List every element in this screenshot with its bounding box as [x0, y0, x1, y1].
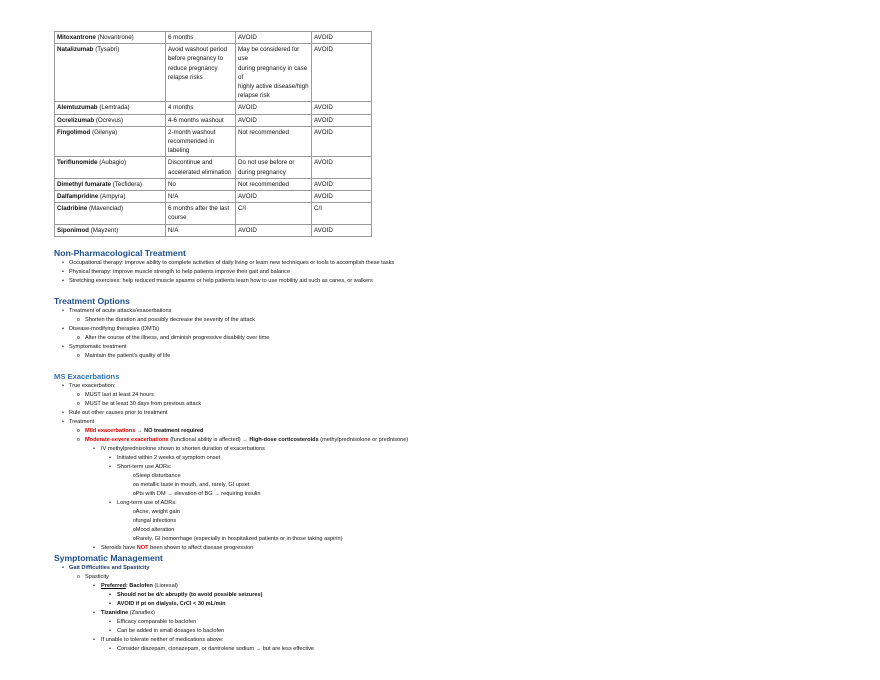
cell-line: AVOID	[314, 226, 333, 234]
table-row	[55, 102, 372, 114]
cell-line: AVOID	[314, 128, 333, 136]
cell-line: May be considered for use	[238, 46, 300, 63]
drug-brand-name: (Lemtrada)	[99, 104, 130, 112]
list-item: • Gait Difficulties and Spasticity	[54, 564, 854, 573]
cell-line: Avoid washout period	[168, 46, 228, 54]
list-item: • IV methylprednisolone shown to shorten duration of exacerbations	[54, 445, 854, 454]
cell-line: 6 months	[168, 34, 194, 41]
cell-line: 4 months	[168, 104, 194, 112]
list-item: • Long-term use of ADRs:	[54, 499, 854, 508]
cell-line: highly active disease/high	[238, 83, 309, 91]
c2-cell	[166, 157, 236, 178]
drug-generic-name: Alemtuzumab	[57, 104, 98, 112]
list-item: • Efficacy comparable to baclofen	[54, 618, 854, 627]
cell-line: during pregnancy	[238, 168, 286, 176]
baclofen-item: • Preferred: Baclofen (Lioresal)	[54, 582, 854, 591]
drug-name-cell	[55, 224, 166, 236]
treatment-options-list	[54, 307, 854, 361]
drug-name-cell	[55, 203, 166, 224]
list-item: • Initiated within 2 weeks of symptom onset	[54, 454, 854, 463]
drug-brand-name: (Ampyra)	[100, 193, 126, 201]
cell-line: AVOID	[314, 104, 333, 112]
c3-cell	[236, 44, 312, 102]
mild-exacerbation-item: o Mild exacerbations → NO treatment required	[54, 427, 854, 436]
list-item: o MUST last at least 24 hours	[54, 391, 854, 400]
list-item: o Alter the course of the illness, and diminish progressive disability over time	[54, 334, 854, 343]
c2-cell	[166, 224, 236, 236]
c3-cell	[236, 224, 312, 236]
c4-cell	[312, 203, 372, 224]
cell-line: relapse risks	[168, 73, 203, 81]
list-item: • Symptomatic treatment	[54, 343, 854, 352]
drug-generic-name: Cladribine	[57, 205, 88, 213]
cell-line: N/A	[168, 193, 179, 201]
c3-cell	[236, 157, 312, 178]
list-item: • Disease-modifying therapies (DMTs)	[54, 325, 854, 334]
steroid-note-item: • Steroids have NOT been shown to affect disease progression	[54, 544, 854, 553]
c3-cell	[236, 178, 312, 190]
c3-cell	[236, 191, 312, 203]
cell-line: accelerated elimination	[168, 168, 232, 176]
drug-name-cell	[55, 178, 166, 190]
list-item: o Pts with DM → elevation of BG → requiring insulin	[54, 490, 854, 499]
cell-line: 2-month washout	[168, 128, 216, 136]
list-item: • Treatment	[54, 418, 854, 427]
cell-line: AVOID	[314, 159, 333, 167]
nonpharm-heading: Non-Pharmacological Treatment	[54, 247, 186, 258]
list-item: o Maintain the patient's quality of life	[54, 352, 854, 361]
cell-line: C/I	[314, 205, 322, 213]
drug-name-cell	[55, 191, 166, 203]
table-row	[55, 191, 372, 203]
cell-line: N/A	[168, 226, 179, 234]
cell-line: Do not use before or	[238, 159, 295, 167]
cell-line: reduce pregnancy	[168, 64, 218, 72]
list-item: o Sleep disturbance	[54, 472, 854, 481]
list-item: • Stretching exercises: help reduced muscle spasms or help patients learn how to use mobility aid such as canes, or walkers	[54, 277, 854, 286]
list-item: • Rule out other causes prior to treatment	[54, 409, 854, 418]
cell-line: recommended in	[168, 138, 215, 146]
list-item: • AVOID if pt on dialysis, CrCl < 30 mL/min	[54, 600, 854, 609]
cell-line: AVOID	[314, 180, 333, 188]
list-item: • Should not be d/c abruptly (to avoid possible seizures)	[54, 591, 854, 600]
cell-line: AVOID	[314, 46, 333, 54]
drug-brand-name: (Aubagio)	[99, 159, 127, 167]
list-item: o fungal infections	[54, 517, 854, 526]
list-item: o Mood alteration	[54, 526, 854, 535]
c4-cell	[312, 191, 372, 203]
cell-line: AVOID	[314, 116, 333, 124]
cell-line: No	[168, 180, 176, 188]
c2-cell	[166, 44, 236, 102]
c2-cell	[166, 126, 236, 157]
list-item: • Treatment of acute attacks/exacerbations	[54, 307, 854, 316]
c4-cell	[312, 157, 372, 178]
cell-line: AVOID	[238, 116, 257, 124]
drug-name-cell	[55, 102, 166, 114]
c4-cell	[312, 126, 372, 157]
c3-cell	[236, 114, 312, 126]
c2-cell	[166, 178, 236, 190]
cell-line: 6 months after the last	[168, 205, 230, 213]
drug-name-cell	[55, 126, 166, 157]
drug-generic-name: Ocrelizumab	[57, 116, 95, 124]
cell-line: during pregnancy in case of	[238, 64, 308, 81]
c2-cell	[166, 203, 236, 224]
table-row	[55, 178, 372, 190]
drug-brand-name: (Mavenclad)	[89, 205, 124, 213]
list-item: o a metallic taste in mouth, and, rarely, GI upset	[54, 481, 854, 490]
cell-line: course	[168, 214, 187, 222]
table-row	[55, 32, 372, 44]
list-item: o Rarely, GI hemorrhage (especially in hospitalized patients or in those taking aspirin)	[54, 535, 854, 544]
c3-cell	[236, 203, 312, 224]
ms-exacerbations-list	[54, 382, 854, 553]
document-page	[54, 31, 854, 654]
list-item: • Short-term use ADRs:	[54, 463, 854, 472]
cell-line: AVOID	[238, 104, 257, 112]
c4-cell	[312, 102, 372, 114]
symptomatic-heading: Symptomatic Management	[54, 552, 163, 563]
drug-brand-name: (Novantrone)	[97, 34, 134, 41]
symptomatic-list	[54, 564, 854, 654]
treatment-options-heading: Treatment Options	[54, 295, 130, 306]
cell-line: AVOID	[314, 193, 333, 201]
c4-cell	[312, 44, 372, 102]
drug-generic-name: Natalizumab	[57, 46, 94, 54]
nonpharm-list	[54, 259, 854, 286]
cell-line: Not recommended	[238, 128, 289, 136]
drug-name-cell	[55, 114, 166, 126]
c4-cell	[312, 32, 372, 44]
cell-line: Discontinue and	[168, 159, 213, 167]
tizanidine-item: • Tizanidine (Zanaflex)	[54, 609, 854, 618]
drug-name-cell	[55, 157, 166, 178]
c3-cell	[236, 32, 312, 44]
c2-cell	[166, 191, 236, 203]
drug-brand-name: (Gilenya)	[92, 128, 118, 136]
drug-name-cell	[55, 32, 166, 44]
cell-line: AVOID	[238, 226, 257, 234]
drug-brand-name: (Ocrevus)	[95, 116, 124, 124]
list-item: • If unable to tolerate neither of medications above:	[54, 636, 854, 645]
drug-generic-name: Dalfampridine	[57, 193, 99, 201]
cell-line: Not recommended	[238, 180, 289, 188]
c4-cell	[312, 224, 372, 236]
c3-cell	[236, 102, 312, 114]
drug-brand-name: (Tysabri)	[95, 46, 120, 54]
cell-line: C/I	[238, 205, 246, 213]
cell-line: labeling	[168, 147, 190, 155]
cell-line: AVOID	[238, 193, 257, 201]
c3-cell	[236, 126, 312, 157]
drug-brand-name: (Mayzent)	[90, 226, 119, 234]
drug-generic-name: Mitoxantrone	[57, 34, 96, 41]
c4-cell	[312, 114, 372, 126]
drug-generic-name: Teriflunomide	[57, 159, 98, 167]
list-item: • Can be added in small dosages to baclofen	[54, 627, 854, 636]
table-row	[55, 203, 372, 224]
table-row	[55, 114, 372, 126]
cell-line: before pregnancy to	[168, 55, 224, 63]
moderate-exacerbation-item: o Moderate-severe exacerbations (functional ability is affected) → High-dose corticosteroids (methylprednisolone or prednisone)	[54, 436, 854, 445]
drug-generic-name: Fingolimod	[57, 128, 91, 136]
list-item: o Shorten the duration and possibly decrease the severity of the attack	[54, 316, 854, 325]
list-item: • Consider diazepam, clonazepam, or dantrolene sodium → but are less effective	[54, 645, 854, 654]
c2-cell	[166, 32, 236, 44]
c2-cell	[166, 102, 236, 114]
drug-name-cell	[55, 44, 166, 102]
cell-line: relapse risk	[238, 92, 270, 100]
c2-cell	[166, 114, 236, 126]
cell-line: AVOID	[238, 34, 257, 41]
list-item: • Occupational therapy: improve ability to complete activities of daily living or learn new techniques or tools to accomplish these tasks	[54, 259, 854, 268]
list-item: o Spasticity	[54, 573, 854, 582]
cell-line: AVOID	[314, 34, 333, 41]
ms-exacerbations-heading: MS Exacerbations	[54, 371, 120, 381]
list-item: • True exacerbation:	[54, 382, 854, 391]
dmt-pregnancy-table	[54, 31, 372, 237]
list-item: o Acne, weight gain	[54, 508, 854, 517]
drug-generic-name: Dimethyl fumarate	[57, 180, 111, 188]
drug-brand-name: (Tecfidera)	[112, 180, 142, 188]
list-item: • Physical therapy: improve muscle strength to help patients improve their gait and balance	[54, 268, 854, 277]
table-row	[55, 157, 372, 178]
table-row	[55, 126, 372, 157]
table-row	[55, 44, 372, 102]
table-row	[55, 224, 372, 236]
cell-line: 4-6 months washout	[168, 116, 224, 124]
list-item: o MUST be at least 30 days from previous attack	[54, 400, 854, 409]
drug-generic-name: Siponimod	[57, 226, 89, 234]
c4-cell	[312, 178, 372, 190]
